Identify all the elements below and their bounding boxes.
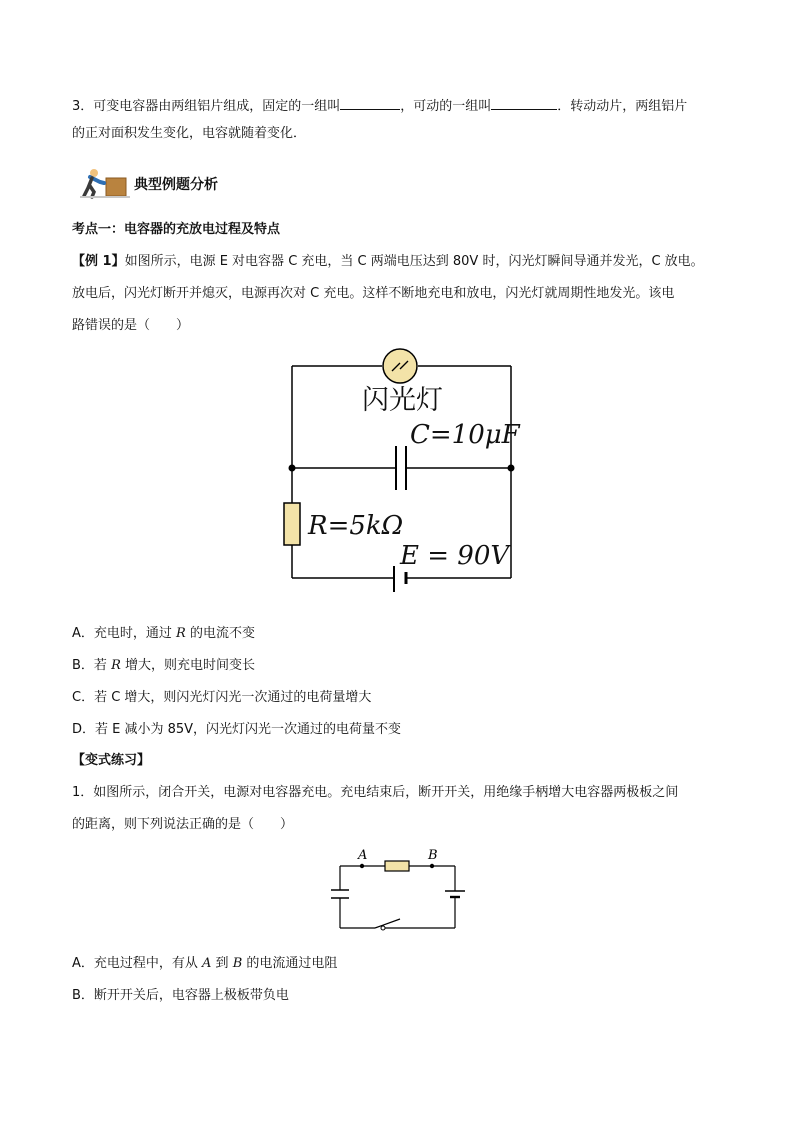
variant-q1-line-2: 的距离，则下列说法正确的是（ ）	[72, 817, 294, 832]
option-1-c[interactable]: C．若 C 增大，则闪光灯闪光一次通过的电荷量增大	[72, 690, 372, 705]
capacitor-icon	[331, 890, 349, 898]
option-1-d[interactable]: D．若 E 减小为 85V，闪光灯闪光一次通过的电荷量不变	[72, 722, 402, 737]
answer-blank-2[interactable]	[491, 97, 557, 110]
option-1-a[interactable]: A．充电时，通过 R 的电流不变	[72, 626, 255, 641]
label-b: B	[428, 848, 438, 863]
answer-blank-1[interactable]	[340, 97, 400, 110]
circuit-diagram-2	[325, 846, 470, 938]
circuit-diagram-1	[280, 340, 530, 608]
capacitor-icon	[396, 446, 406, 490]
flash-lamp-icon	[383, 349, 417, 383]
option-1-b[interactable]: B．若 R 增大，则充电时间变长	[72, 658, 255, 673]
example-tag: 【例 1】	[72, 254, 125, 269]
resistor-label: R=5kΩ	[308, 511, 404, 541]
question-3-line-2: 的正对面积发生变化，电容就随着变化．	[72, 126, 307, 141]
lamp-label: 闪光灯	[362, 385, 443, 416]
battery-icon	[445, 891, 465, 897]
person-pushing-box-icon	[80, 166, 130, 200]
variant-q1-line-1: 1．如图所示，闭合开关，电源对电容器充电。充电结束后，断开开关，用绝缘手柄增大电容器两极板之间	[72, 785, 679, 800]
section-title: 典型例题分析	[134, 177, 218, 193]
question-3-line-1: 3．可变电容器由两组铝片组成，固定的一组叫 ，可动的一组叫 ．转动动片，两组铝片	[72, 99, 688, 114]
option-2-a[interactable]: A．充电过程中，有从 A 到 B 的电流通过电阻	[72, 956, 338, 971]
emf-label: E = 90V	[400, 541, 510, 571]
junction-right	[508, 465, 515, 472]
variant-heading: 【变式练习】	[72, 753, 151, 768]
example-1-line-3: 路错误的是（ ）	[72, 318, 190, 333]
point-a	[360, 864, 364, 868]
resistor-icon	[385, 861, 409, 871]
capacitor-label: C=10μF	[410, 420, 520, 450]
example-1-line-2: 放电后，闪光灯断开并熄灭，电源再次对 C 充电。这样不断地充电和放电，闪光灯就周期性地发光。该电	[72, 286, 675, 301]
kaodian-heading: 考点一：电容器的充放电过程及特点	[72, 222, 281, 237]
option-2-b[interactable]: B．断开开关后，电容器上极板带负电	[72, 988, 289, 1003]
resistor-icon	[284, 503, 300, 545]
point-b	[430, 864, 434, 868]
label-a: A	[358, 848, 368, 863]
junction-left	[289, 465, 296, 472]
section-heading	[80, 166, 250, 200]
example-1-line-1: 【例 1】如图所示，电源 E 对电容器 C 充电，当 C 两端电压达到 80V 时，闪光灯瞬间导通并发光，C 放电。	[72, 254, 704, 269]
